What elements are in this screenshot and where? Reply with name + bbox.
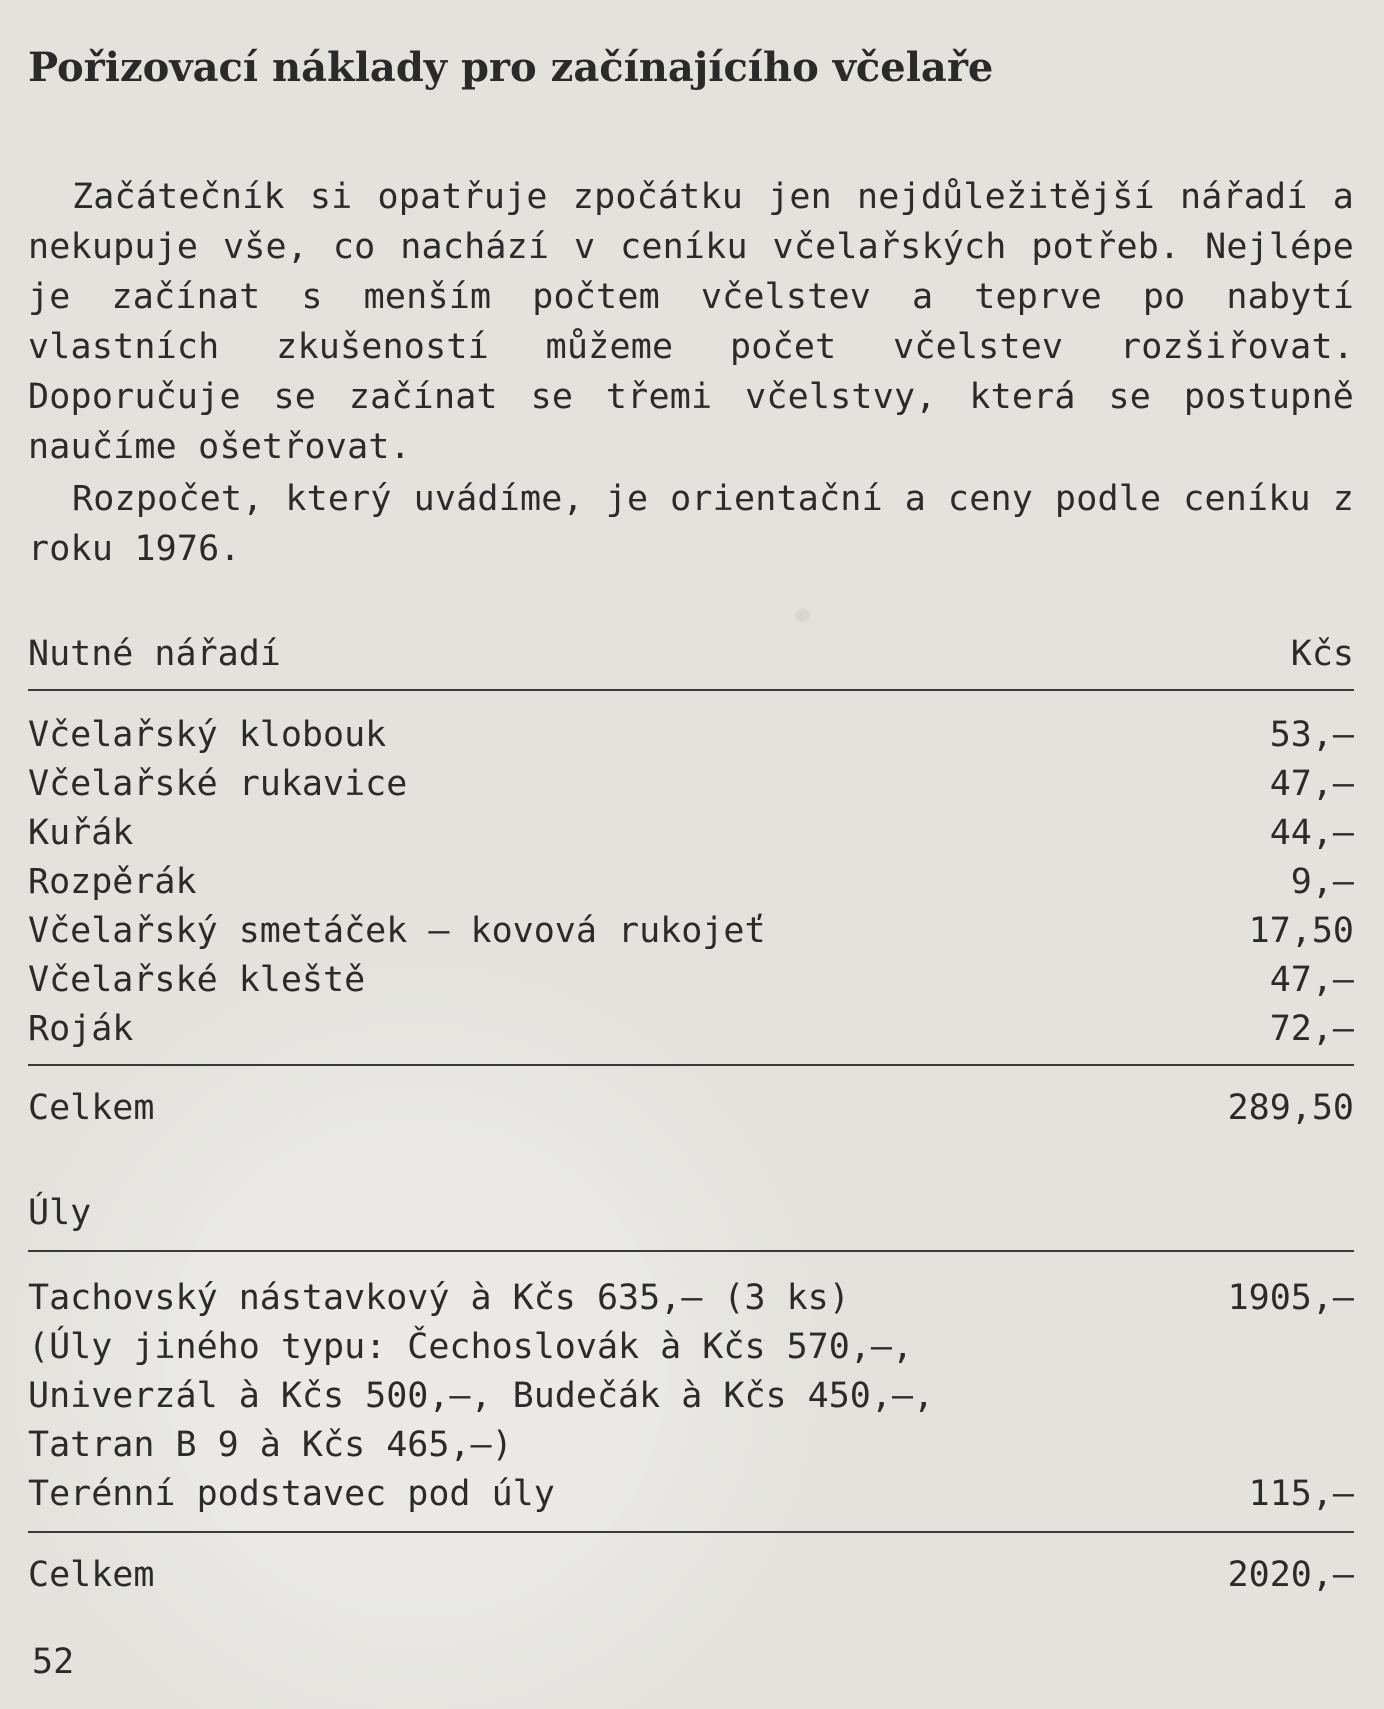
item-label: Tachovský nástavkový à Kčs 635,— (3 ks) (28, 1278, 850, 1318)
hives-header-rule (28, 1250, 1354, 1252)
item-price: 53,— (1269, 715, 1354, 755)
item-price: 115,— (1248, 1474, 1354, 1514)
hives-total-rule (28, 1531, 1354, 1533)
list-item (28, 711, 1354, 760)
intro-paragraph: Začátečník si opatřuje zpočátku jen nejdůležitější nářadí a nekupuje vše, co nachází v ceníku včelařských potřeb. Nejlépe je začínat s menším počtem včelstev a teprve po nabytí vlastních zkušeností můžeme počet včelstev rozšiřovat. Doporučuje se začínat se třemi včelstvy, která se postupně naučíme ošetřovat. (28, 177, 1354, 467)
item-price: 44,— (1269, 813, 1354, 853)
tools-total-rule (28, 1064, 1354, 1066)
tools-heading: Nutné nářadí (28, 634, 281, 674)
item-price: 17,50 (1248, 911, 1354, 951)
item-label: Roják (28, 1009, 134, 1049)
tools-header-row (28, 630, 1354, 679)
page-number: 52 (32, 1642, 75, 1682)
tools-header-rule (28, 689, 1354, 691)
currency-unit: Kčs (1290, 634, 1354, 674)
total-value: 289,50 (1227, 1088, 1354, 1128)
note-line (28, 1323, 1354, 1372)
item-label: Kuřák (28, 813, 134, 853)
item-label: Včelařské rukavice (28, 764, 408, 804)
item-price: 9,— (1290, 862, 1354, 902)
item-price: 47,— (1269, 960, 1354, 1000)
item-label: Včelařské kleště (28, 960, 366, 1000)
tools-list (28, 711, 1354, 1054)
list-item (28, 1470, 1354, 1519)
total-value: 2020,— (1227, 1555, 1354, 1595)
list-item (28, 1274, 1354, 1323)
list-item (28, 907, 1354, 956)
item-label: Terénní podstavec pod úly (28, 1474, 555, 1514)
note-line (28, 1421, 1354, 1470)
item-price: 1905,— (1227, 1278, 1354, 1318)
list-item (28, 1005, 1354, 1054)
item-label: Včelařský klobouk (28, 715, 387, 755)
note-text: (Úly jiného typu: Čechoslovák à Kčs 570,—, (28, 1327, 914, 1367)
tools-total-row (28, 1084, 1354, 1133)
page-title: Pořizovací náklady pro začínajícího včelaře (28, 44, 994, 91)
hives-header-row (28, 1189, 1354, 1238)
note-line (28, 1372, 1354, 1421)
note-text: Tatran B 9 à Kčs 465,—) (28, 1425, 513, 1465)
item-price: 47,— (1269, 764, 1354, 804)
list-item (28, 809, 1354, 858)
item-label: Včelařský smetáček — kovová rukojeť (28, 911, 766, 951)
item-price: 72,— (1269, 1009, 1354, 1049)
list-item (28, 858, 1354, 907)
note-text: Univerzál à Kčs 500,—, Budečák à Kčs 450,—, (28, 1376, 935, 1416)
item-label: Rozpěrák (28, 862, 197, 902)
hives-total-row (28, 1551, 1354, 1600)
list-item (28, 760, 1354, 809)
list-item (28, 956, 1354, 1005)
hives-heading: Úly (28, 1193, 92, 1233)
total-label: Celkem (28, 1555, 155, 1595)
budget-paragraph: Rozpočet, který uvádíme, je orientační a ceny podle ceníku z roku 1976. (28, 479, 1354, 569)
total-label: Celkem (28, 1088, 155, 1128)
